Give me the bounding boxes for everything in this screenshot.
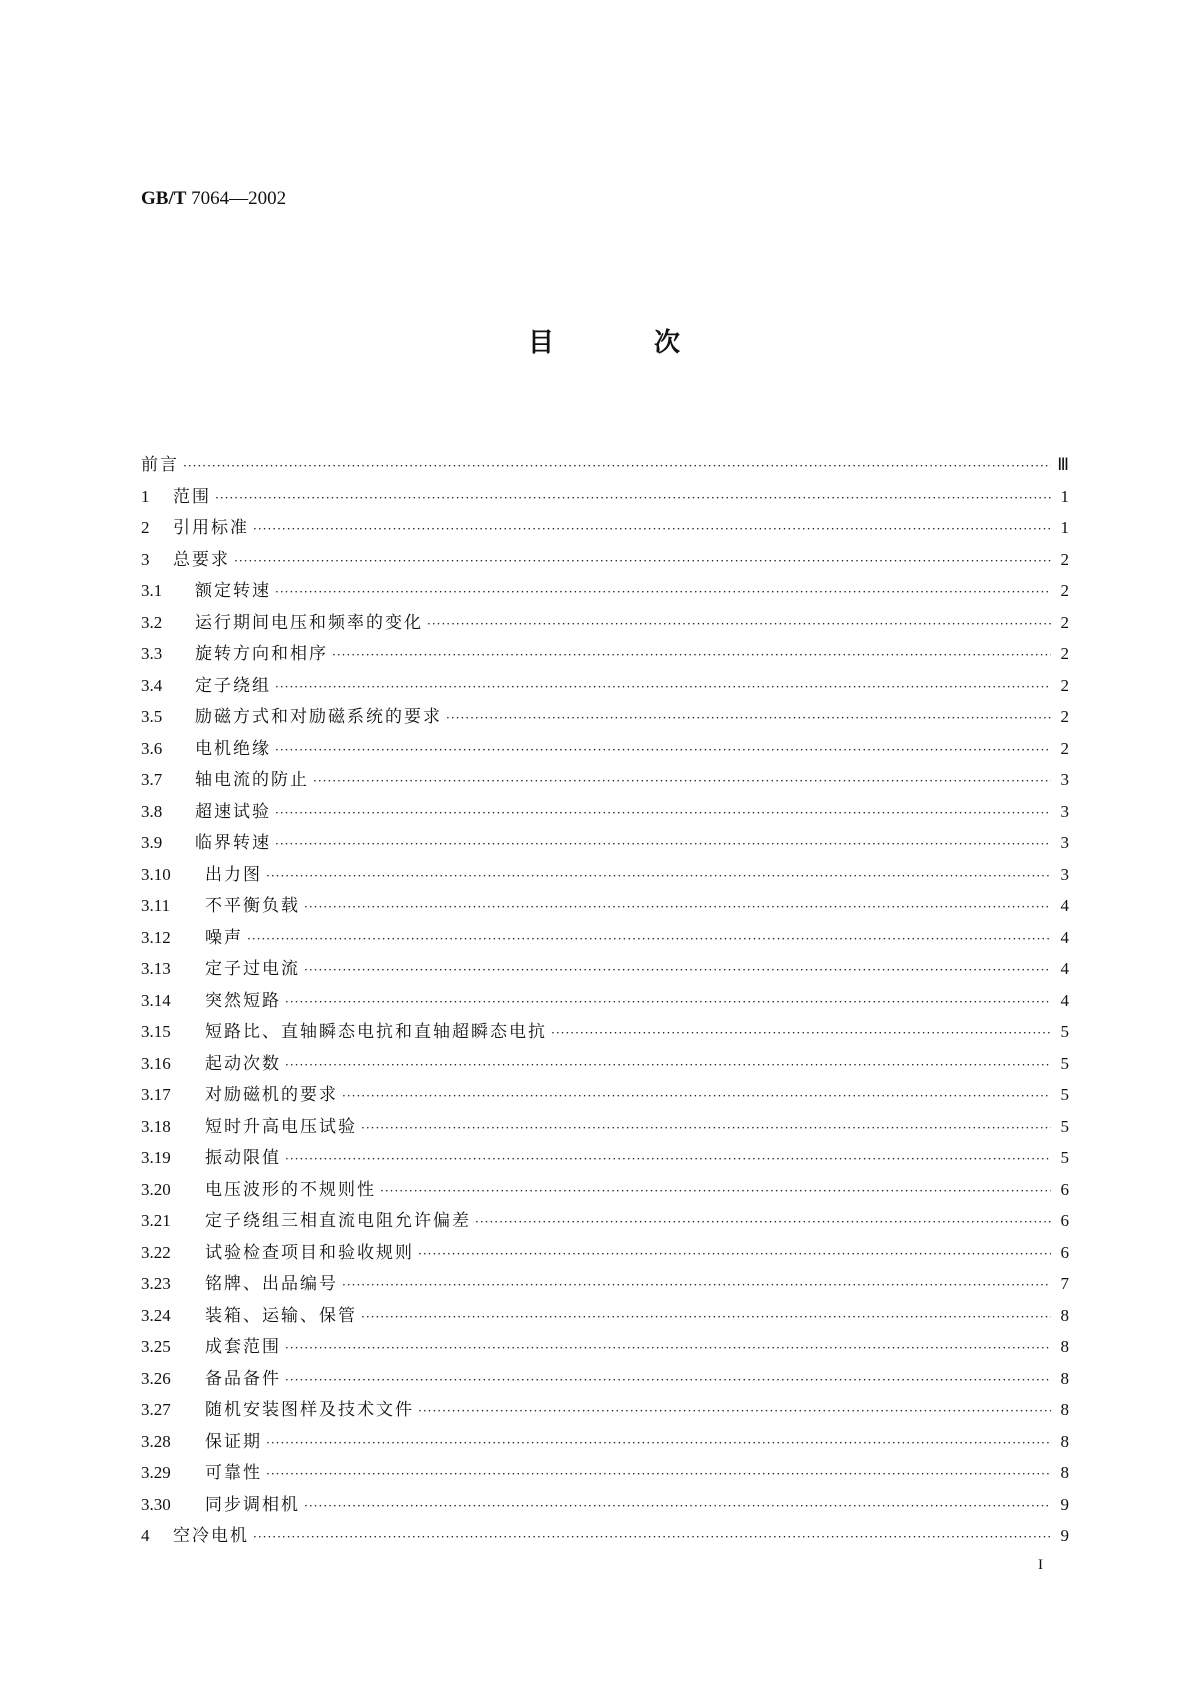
toc-entry-label: 励磁方式和对励磁系统的要求 (195, 707, 442, 727)
toc-entry-number: 3.7 (141, 770, 163, 789)
toc-entry-number: 3.8 (141, 801, 163, 821)
toc-entry-number: 3.27 (141, 1400, 171, 1419)
toc-entry-number: 3.30 (141, 1494, 171, 1514)
dot-leader (380, 1184, 1051, 1198)
toc-entry-number: 3.16 (141, 1053, 171, 1073)
toc-entry[interactable] (141, 1521, 1069, 1553)
toc-entry[interactable] (141, 891, 1069, 923)
dot-leader (275, 806, 1051, 820)
toc-entry[interactable] (141, 482, 1069, 514)
toc-entry-page: 2 (1060, 612, 1069, 632)
toc-entry-page: 5 (1060, 1116, 1069, 1136)
toc-entry[interactable] (141, 1049, 1069, 1081)
toc-entry[interactable] (141, 734, 1069, 766)
toc-entry-number: 3.24 (141, 1305, 171, 1325)
toc-entry-label: 轴电流的防止 (195, 770, 309, 790)
dot-leader (285, 1341, 1051, 1355)
toc-entry-label: 短时升高电压试验 (205, 1116, 357, 1137)
toc-entry[interactable] (141, 545, 1069, 577)
dot-leader (361, 1310, 1051, 1324)
toc-entry-number: 3.28 (141, 1431, 171, 1451)
toc-entry-label: 试验检查项目和验收规则 (205, 1242, 414, 1263)
standard-code (141, 188, 286, 210)
toc-entry-page: 8 (1060, 1463, 1069, 1482)
toc-entry-label: 振动限值 (205, 1148, 281, 1168)
dot-leader (342, 1278, 1051, 1292)
toc-entry-number: 3.21 (141, 1211, 171, 1230)
toc-entry-page: 3 (1060, 864, 1069, 884)
toc-entry-label: 突然短路 (205, 990, 281, 1011)
toc-entry-label: 噪声 (205, 927, 243, 948)
toc-entry-number: 3.12 (141, 927, 171, 947)
toc-entry-label: 空冷电机 (173, 1526, 249, 1546)
toc-entry-number: 3.9 (141, 833, 163, 852)
toc-entry-page: 8 (1060, 1337, 1069, 1356)
toc-entry[interactable] (141, 702, 1069, 734)
toc-entry-page: 4 (1060, 927, 1069, 947)
toc-entry-label: 定子过电流 (205, 959, 300, 979)
dot-leader (304, 1499, 1051, 1513)
toc-entry[interactable] (141, 513, 1069, 545)
toc-entry-number: 3.17 (141, 1085, 171, 1104)
dot-leader (253, 1530, 1051, 1544)
toc-entry-label: 备品备件 (205, 1368, 281, 1389)
toc-entry-page: 6 (1060, 1179, 1069, 1199)
toc-entry-number: 2 (141, 518, 150, 537)
toc-entry-label: 成套范围 (205, 1337, 281, 1357)
toc-entry-label: 短路比、直轴瞬态电抗和直轴超瞬态电抗 (205, 1022, 547, 1042)
toc-entry[interactable] (141, 1112, 1069, 1144)
toc-entry[interactable] (141, 1206, 1069, 1238)
toc-entry-page: 9 (1060, 1526, 1069, 1545)
toc-entry-label: 运行期间电压和频率的变化 (195, 612, 423, 633)
toc-entry-number: 3 (141, 549, 150, 569)
toc-entry-label: 超速试验 (195, 801, 271, 822)
toc-entry-label: 旋转方向和相序 (195, 644, 328, 664)
toc-entry-label: 随机安装图样及技术文件 (205, 1400, 414, 1420)
toc-entry[interactable] (141, 765, 1069, 797)
toc-entry[interactable] (141, 1080, 1069, 1112)
toc-entry-page: 2 (1060, 707, 1069, 726)
toc-entry-number: 3.20 (141, 1179, 171, 1199)
dot-leader (427, 617, 1051, 631)
dot-leader (275, 680, 1051, 694)
toc-entry-label: 保证期 (205, 1431, 262, 1452)
dot-leader (304, 963, 1051, 977)
dot-leader (275, 585, 1051, 599)
toc-entry-label: 出力图 (205, 864, 262, 885)
toc-entry-page: 4 (1060, 959, 1069, 978)
toc-entry-number: 3.11 (141, 896, 171, 915)
toc-entry[interactable] (141, 1427, 1069, 1459)
toc-entry[interactable] (141, 986, 1069, 1018)
toc-entry[interactable] (141, 1175, 1069, 1207)
toc-entry-number: 3.29 (141, 1463, 171, 1482)
toc-entry-page: 2 (1060, 581, 1069, 600)
toc-entry-number: 3.10 (141, 864, 171, 884)
toc-entry-page: 7 (1060, 1274, 1069, 1293)
toc-entry-number: 3.5 (141, 707, 163, 726)
toc-entry-page: 3 (1060, 770, 1069, 789)
toc-entry-number: 3.6 (141, 738, 163, 758)
toc-entry[interactable] (141, 1269, 1069, 1301)
toc-entry-label: 起动次数 (205, 1053, 281, 1074)
table-of-contents (141, 450, 1069, 1553)
dot-leader (253, 522, 1051, 536)
dot-leader (285, 1058, 1051, 1072)
dot-leader (215, 491, 1051, 505)
toc-entry-page: 6 (1060, 1242, 1069, 1262)
standard-prefix: GB/T (141, 188, 187, 209)
toc-entry-number: 3.3 (141, 644, 163, 663)
toc-entry[interactable] (141, 1238, 1069, 1270)
toc-entry-number: 3.18 (141, 1116, 171, 1136)
dot-leader (285, 995, 1051, 1009)
toc-entry-number: 3.15 (141, 1022, 171, 1041)
toc-entry[interactable] (141, 1364, 1069, 1396)
dot-leader (275, 837, 1051, 851)
toc-entry-number: 3.1 (141, 581, 163, 600)
toc-entry[interactable] (141, 1490, 1069, 1522)
toc-entry-number: 4 (141, 1526, 150, 1545)
toc-entry-number: 3.22 (141, 1242, 171, 1262)
toc-entry[interactable] (141, 576, 1069, 608)
dot-leader (285, 1373, 1051, 1387)
toc-entry-number: 3.14 (141, 990, 171, 1010)
toc-entry-label: 装箱、运输、保管 (205, 1305, 357, 1326)
toc-entry-page: 3 (1060, 801, 1069, 821)
toc-entry-number: 3.25 (141, 1337, 171, 1356)
toc-entry-number: 3.4 (141, 675, 163, 695)
toc-entry-page: Ⅲ (1057, 455, 1069, 474)
toc-entry-page: 6 (1060, 1211, 1069, 1230)
toc-entry-page: 2 (1060, 644, 1069, 663)
dot-leader (418, 1404, 1051, 1418)
toc-entry[interactable] (141, 860, 1069, 892)
toc-entry-label: 同步调相机 (205, 1494, 300, 1515)
dot-leader (551, 1026, 1051, 1040)
toc-entry-label: 总要求 (173, 549, 230, 570)
toc-entry-page: 8 (1060, 1431, 1069, 1451)
toc-entry[interactable] (141, 1143, 1069, 1175)
toc-entry-page: 9 (1060, 1494, 1069, 1514)
dot-leader (446, 711, 1051, 725)
dot-leader (275, 743, 1051, 757)
toc-entry-label: 定子绕组 (195, 675, 271, 696)
title-char-1: 目 (528, 328, 555, 358)
dot-leader (304, 900, 1051, 914)
toc-entry[interactable] (141, 1332, 1069, 1364)
toc-entry[interactable] (141, 450, 1069, 482)
toc-entry-page: 5 (1060, 1022, 1069, 1041)
toc-entry[interactable] (141, 639, 1069, 671)
dot-leader (361, 1121, 1051, 1135)
toc-entry-label: 临界转速 (195, 833, 271, 853)
dot-leader (332, 648, 1051, 662)
toc-entry-label: 引用标准 (173, 518, 249, 538)
toc-entry-label: 铭牌、出品编号 (205, 1274, 338, 1294)
dot-leader (475, 1215, 1051, 1229)
toc-entry-number: 3.2 (141, 612, 163, 632)
toc-entry-label: 额定转速 (195, 581, 271, 601)
toc-entry-number: 3.23 (141, 1274, 171, 1293)
toc-entry-label: 可靠性 (205, 1463, 262, 1483)
toc-entry-number: 3.19 (141, 1148, 171, 1167)
toc-entry-label: 前言 (141, 455, 179, 475)
dot-leader (247, 932, 1051, 946)
toc-entry-number: 1 (141, 486, 150, 506)
toc-entry-label: 电压波形的不规则性 (205, 1179, 376, 1200)
toc-entry-page: 3 (1060, 833, 1069, 852)
toc-entry-page: 5 (1060, 1148, 1069, 1167)
toc-entry-page: 2 (1060, 738, 1069, 758)
title-char-2: 次 (654, 328, 681, 358)
dot-leader (234, 554, 1051, 568)
toc-entry-label: 范围 (173, 486, 211, 507)
dot-leader (342, 1089, 1051, 1103)
toc-entry-page: 8 (1060, 1305, 1069, 1325)
dot-leader (266, 1436, 1051, 1450)
toc-entry-page: 1 (1060, 486, 1069, 506)
standard-number: 7064—2002 (191, 188, 287, 209)
toc-entry-page: 5 (1060, 1053, 1069, 1073)
toc-entry-page: 2 (1060, 675, 1069, 695)
toc-entry[interactable] (141, 671, 1069, 703)
toc-entry[interactable] (141, 1017, 1069, 1049)
toc-entry-label: 电机绝缘 (195, 738, 271, 759)
toc-entry[interactable] (141, 1395, 1069, 1427)
dot-leader (285, 1152, 1051, 1166)
toc-entry-page: 2 (1060, 549, 1069, 569)
dot-leader (313, 774, 1051, 788)
toc-entry[interactable] (141, 828, 1069, 860)
toc-entry-label: 不平衡负载 (205, 896, 300, 916)
dot-leader (183, 459, 1051, 473)
toc-entry-label: 定子绕组三相直流电阻允许偏差 (205, 1211, 471, 1231)
toc-entry-number: 3.26 (141, 1368, 171, 1388)
toc-entry-page: 5 (1060, 1085, 1069, 1104)
toc-entry[interactable] (141, 608, 1069, 640)
toc-entry-page: 4 (1060, 990, 1069, 1010)
page-number: I (1038, 1557, 1043, 1573)
dot-leader (266, 1467, 1051, 1481)
toc-entry-number: 3.13 (141, 959, 171, 978)
toc-entry[interactable] (141, 954, 1069, 986)
toc-entry-page: 8 (1060, 1400, 1069, 1419)
dot-leader (418, 1247, 1051, 1261)
toc-entry-page: 4 (1060, 896, 1069, 915)
toc-entry-label: 对励磁机的要求 (205, 1085, 338, 1105)
toc-entry-page: 1 (1060, 518, 1069, 537)
dot-leader (266, 869, 1051, 883)
toc-entry[interactable] (141, 1301, 1069, 1333)
toc-entry[interactable] (141, 923, 1069, 955)
toc-entry[interactable] (141, 1458, 1069, 1490)
toc-entry-page: 8 (1060, 1368, 1069, 1388)
toc-entry[interactable] (141, 797, 1069, 829)
